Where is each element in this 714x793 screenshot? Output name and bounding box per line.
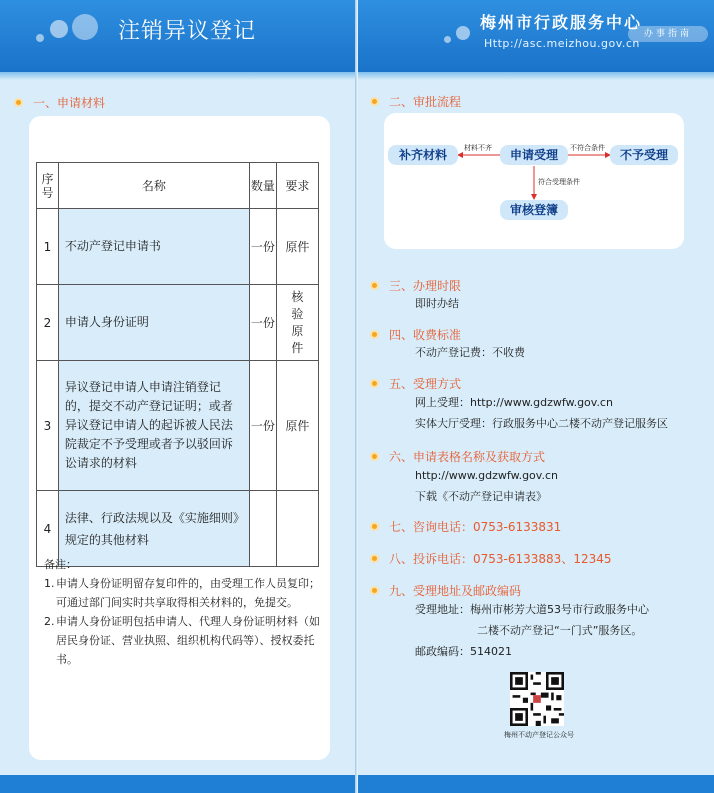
item-heading-text: 八、投诉电话：0753-6133883、12345: [389, 552, 612, 566]
item-heading: [370, 326, 461, 343]
table-row: [37, 285, 319, 361]
cell-qty: 一份: [249, 361, 276, 491]
cell-name: 异议登记申请人申请注销登记的，提交不动产登记证明；或者异议登记申请人的起诉被人民法院裁定不予受理或者予以驳回诉讼请求的材料: [58, 361, 249, 491]
flow-label-right: 不符合条件: [570, 144, 605, 152]
brand-name: 梅州市行政服务中心: [480, 13, 643, 32]
bubble-icon: [444, 36, 451, 43]
item-body: [415, 599, 649, 662]
cell-name: 申请人身份证明: [58, 285, 249, 361]
notes-heading: 备注：: [44, 558, 77, 571]
item-heading: [370, 518, 561, 535]
table-header-row: [37, 163, 319, 209]
section-heading-text: 二、审批流程: [389, 95, 462, 109]
note-text: 申请人身份证明包括申请人、代理人身份证明材料（如居民身份证、营业执照、组织机构代码等）、授权委托书。: [56, 615, 320, 666]
item-heading-text: 四、收费标准: [389, 328, 462, 342]
note-number: 2.: [44, 615, 55, 628]
header-text: 序号: [41, 171, 54, 200]
cell-req: 原件: [276, 361, 318, 491]
flow-box-reject: 不予受理: [610, 145, 678, 165]
item-heading: [370, 582, 521, 599]
flow-arrows: [384, 113, 684, 249]
cell-no: 3: [37, 361, 59, 491]
item-heading: [370, 550, 612, 567]
cell-qty: 一份: [249, 285, 276, 361]
cell-qty: 一份: [249, 209, 276, 285]
bullet-icon: [370, 586, 379, 595]
bubble-icon: [50, 20, 68, 38]
section-heading-materials: [14, 94, 105, 111]
cell-req: 原件: [276, 209, 318, 285]
item-line: http://www.gdzwfw.gov.cn: [415, 469, 558, 482]
page-title: 注销异议登记: [118, 19, 257, 44]
item-heading-text: 九、受理地址及邮政编码: [389, 584, 522, 598]
flow-card: [384, 113, 684, 249]
materials-table: [36, 162, 319, 567]
left-footer-band: [0, 775, 358, 793]
note-item: [44, 612, 326, 669]
col-header-name: 名称: [58, 163, 249, 209]
flow-box-review: 审核登簿: [500, 200, 568, 220]
header-stripe: [0, 72, 358, 80]
item-line: 下载《不动产登记申请表》: [415, 490, 547, 503]
brand-url: Http://asc.meizhou.gov.cn: [484, 37, 640, 50]
bullet-icon: [370, 281, 379, 290]
item-line: 二楼不动产登记“一门式”服务区。: [477, 624, 643, 637]
item-line: 不动产登记费：不收费: [415, 346, 525, 359]
flow-label-down: 符合受理条件: [538, 178, 580, 186]
col-header-req: 要求: [276, 163, 318, 209]
col-header-no: [37, 163, 59, 209]
header-stripe: [358, 72, 714, 80]
item-heading: [370, 277, 461, 294]
cell-req: [276, 285, 318, 361]
right-page: [358, 0, 714, 793]
cell-no: 4: [37, 491, 59, 567]
bullet-icon: [370, 97, 379, 106]
note-number: 1.: [44, 577, 55, 590]
qr-caption: 梅州不动产登记公众号: [504, 731, 574, 739]
bullet-icon: [370, 452, 379, 461]
right-header: [358, 0, 714, 72]
flow-label-left: 材料不齐: [464, 144, 492, 152]
flow-box-accept: 申请受理: [500, 145, 568, 165]
slogan-badge: 办事指南: [628, 26, 708, 42]
cell-req-text: 核验原件: [291, 289, 304, 355]
table-row: [37, 209, 319, 285]
note-text: 申请人身份证明留存复印件的，由受理工作人员复印；可通过部门间实时共享取得相关材料的，免提交。: [56, 577, 320, 609]
cell-name: 不动产登记申请书: [58, 209, 249, 285]
section-heading-flow: [370, 93, 461, 110]
bullet-icon: [370, 554, 379, 563]
item-body: [415, 293, 459, 314]
item-heading-text: 五、受理方式: [389, 377, 462, 391]
bubble-icon: [36, 34, 44, 42]
cell-no: 1: [37, 209, 59, 285]
bubble-icon: [72, 14, 98, 40]
item-heading: [370, 448, 545, 465]
item-body: [415, 392, 668, 434]
item-line: 受理地址：梅州市彬芳大道53号市行政服务中心: [415, 603, 649, 616]
item-heading-text: 七、咨询电话：0753-6133831: [389, 520, 562, 534]
item-heading-text: 三、办理时限: [389, 279, 462, 293]
right-footer-band: [358, 775, 714, 793]
item-line: 邮政编码：514021: [415, 645, 512, 658]
notes: [44, 555, 326, 669]
section-heading-text: 一、申请材料: [33, 96, 106, 110]
bullet-icon: [14, 98, 23, 107]
bullet-icon: [370, 379, 379, 388]
item-heading: [370, 375, 461, 392]
item-line: 即时办结: [415, 297, 459, 310]
bullet-icon: [370, 522, 379, 531]
bullet-icon: [370, 330, 379, 339]
item-line: 实体大厅受理：行政服务中心二楼不动产登记服务区: [415, 417, 668, 430]
item-heading-text: 六、申请表格名称及获取方式: [389, 450, 546, 464]
flow-box-supplement: 补齐材料: [388, 145, 458, 165]
note-item: [44, 574, 326, 612]
bubble-icon: [456, 26, 470, 40]
col-header-qty: 数量: [249, 163, 276, 209]
qr-code-icon: [510, 672, 564, 726]
cell-no: 2: [37, 285, 59, 361]
left-header: [0, 0, 358, 72]
item-body: [415, 342, 525, 363]
table-row: [37, 361, 319, 491]
item-body: [415, 465, 558, 507]
cell-name: 法律、行政法规以及《实施细则》规定的其他材料: [58, 491, 249, 567]
item-line: 网上受理：http://www.gdzwfw.gov.cn: [415, 396, 613, 409]
